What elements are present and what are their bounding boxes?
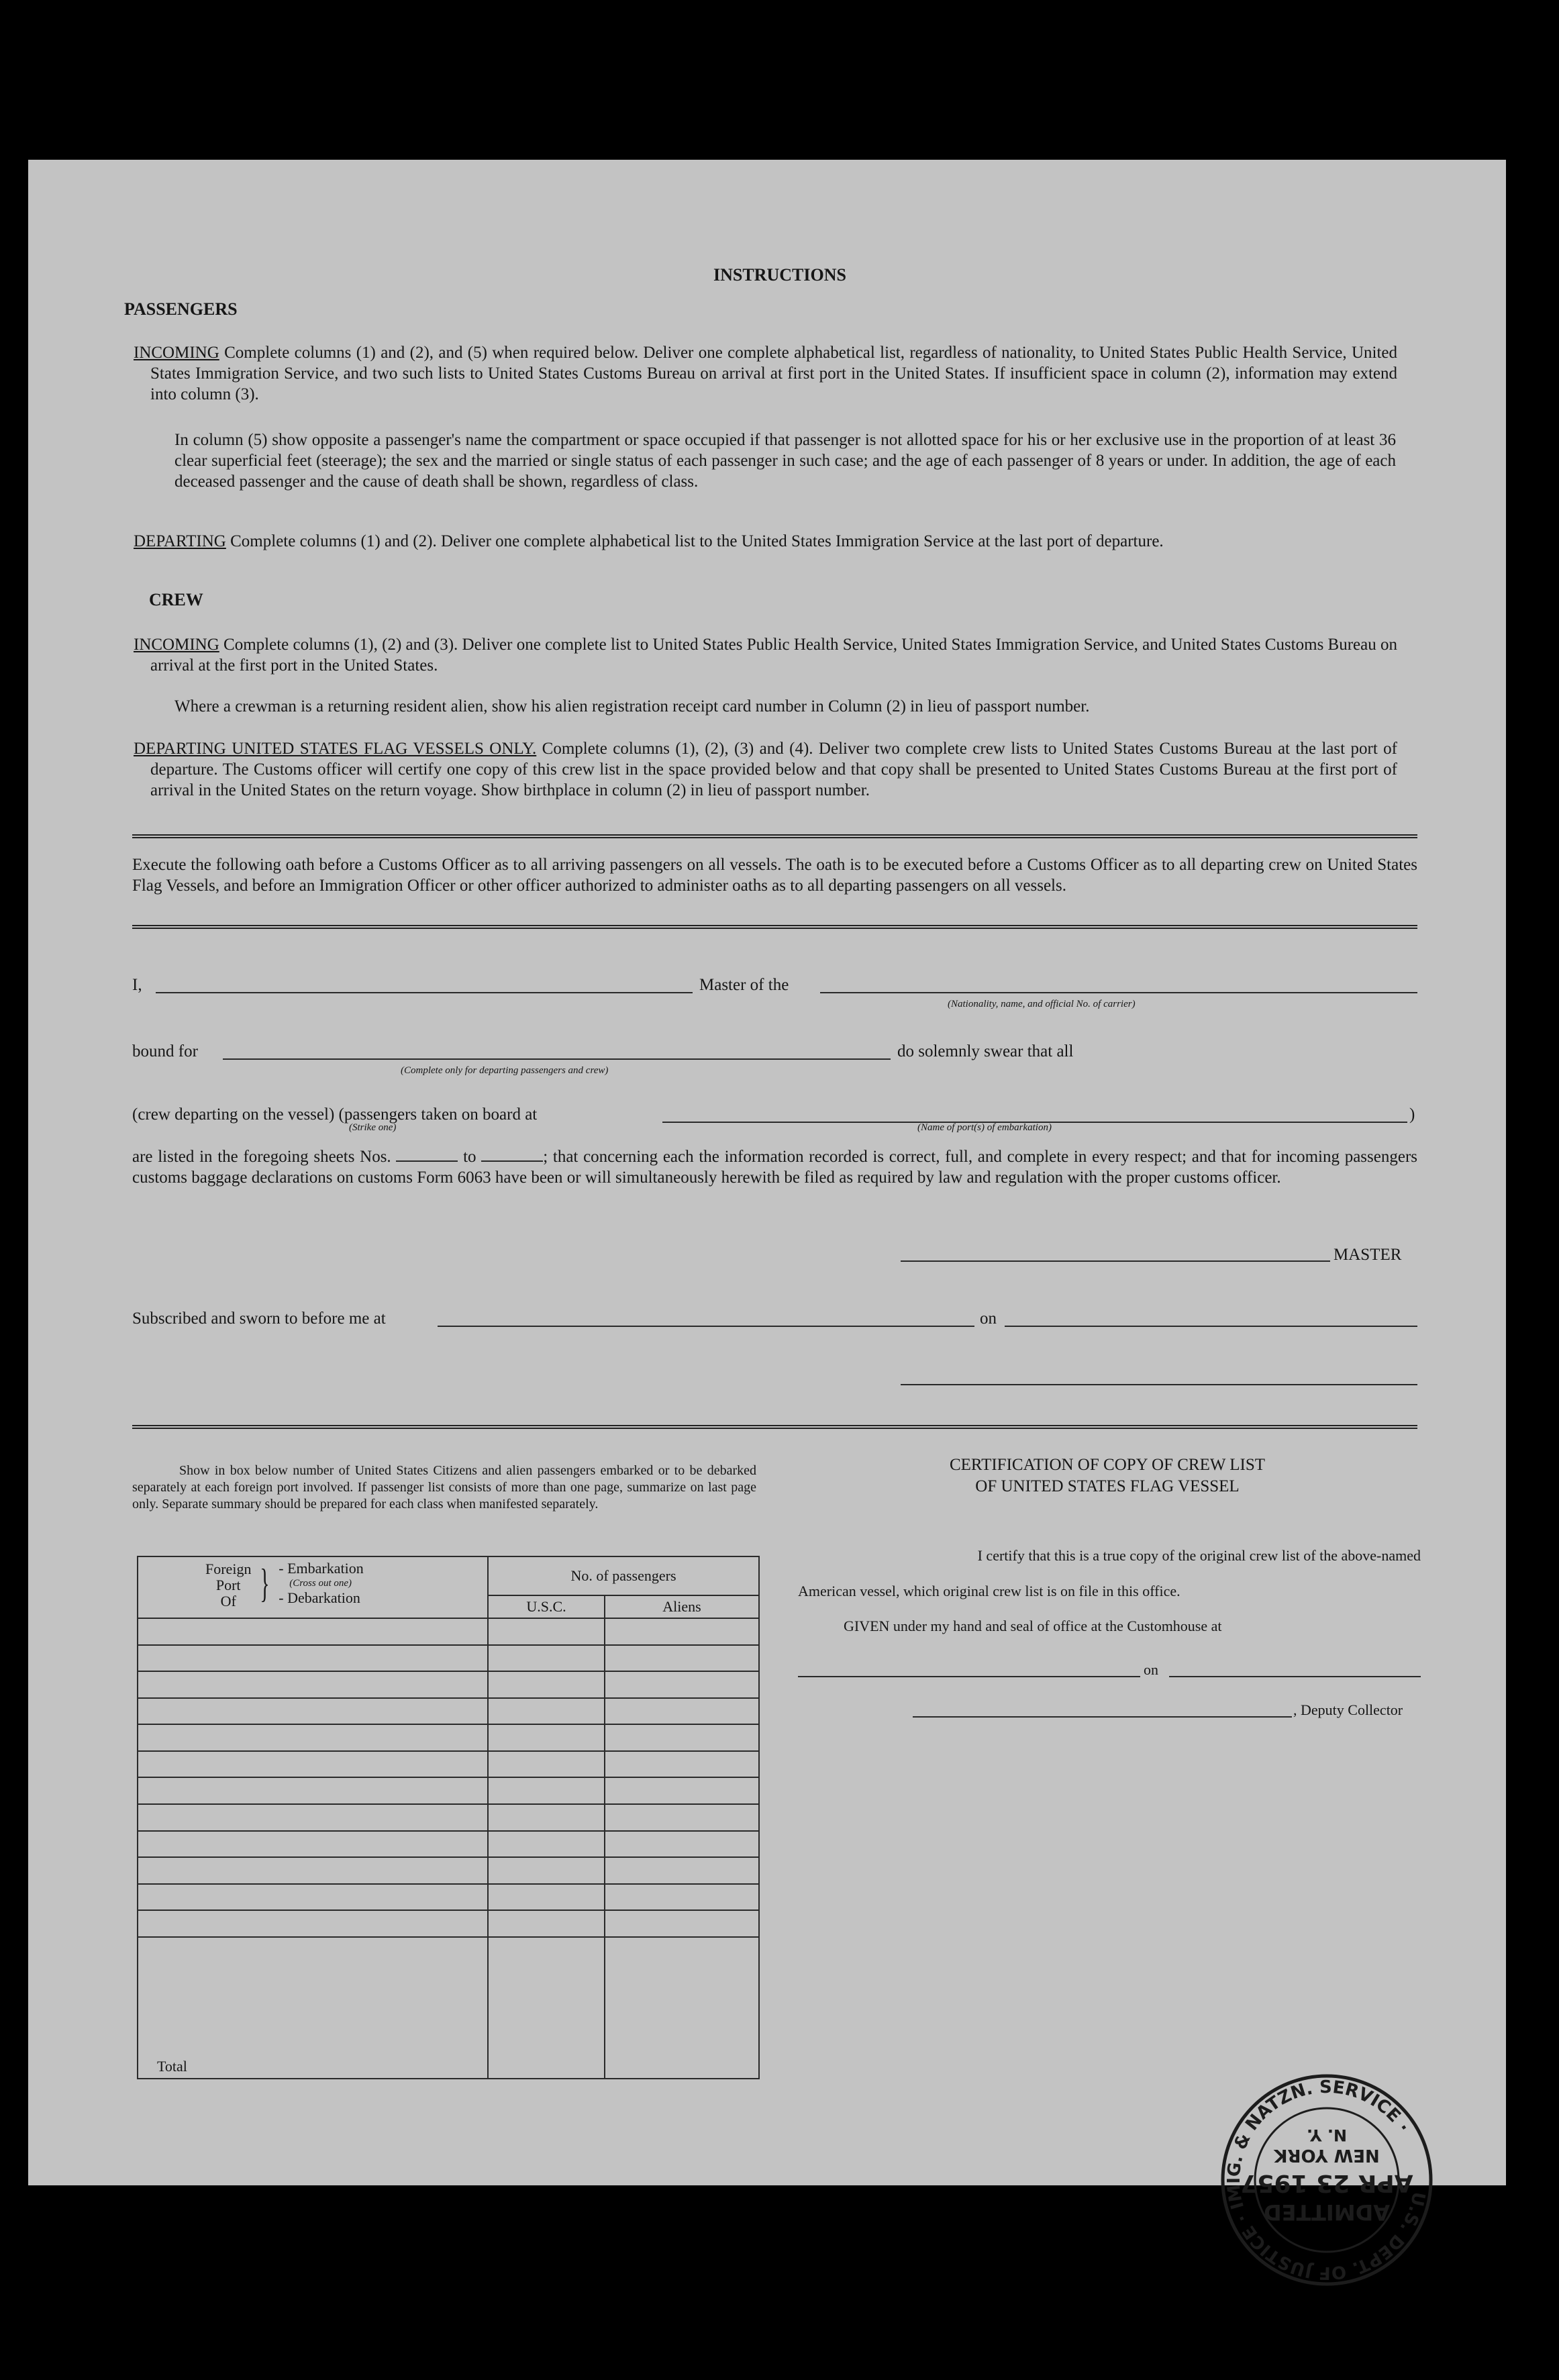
table-row [138,1777,759,1804]
customhouse-field[interactable] [798,1676,1140,1677]
crew-heading: CREW [149,590,203,609]
no-of-passengers-header: No. of passengers [488,1556,759,1595]
crew-departing-paragraph [134,738,1398,801]
table-row [138,1751,759,1778]
swear-text: do solemnly swear that all [897,1042,1074,1060]
master-name-field[interactable] [156,992,693,993]
deputy-collector-signature-field[interactable] [913,1716,1292,1718]
table-row [138,1857,759,1884]
table-row [138,1724,759,1751]
close-paren: ) [1409,1105,1415,1124]
bound-for-field[interactable] [223,1058,891,1060]
passengers-departing-text: Complete columns (1) and (2). Deliver one complete alphabetical list to the United States Immigration Service at the last port of departure. [230,532,1164,550]
table-row [138,1884,759,1911]
table-row [138,1910,759,1937]
port-note: (Name of port(s) of embarkation) [917,1122,1052,1133]
certification-date-field[interactable] [1169,1676,1421,1677]
certification-text-1: I certify that this is a true copy of the original crew list of the above-named [977,1547,1421,1564]
passengers-heading: PASSENGERS [124,299,238,319]
table-row [138,1671,759,1698]
passengers-incoming-label: INCOMING [134,344,219,362]
bound-for-note: (Complete only for departing passengers and crew) [401,1065,609,1076]
passenger-summary-table [137,1556,760,2079]
passengers-incoming-text: Complete columns (1) and (2), and (5) when required below. Deliver one complete alphabetical list, regardless of nationality, to United States Public Health Service, United States Immigration Service, and two such lists to United States Customs Bureau on arrival at first port in the United States. If insufficient space in column (2), information may extend into column (3). [150,344,1398,403]
svg-text:N. Y.: N. Y. [1306,2126,1348,2144]
crew-departing-text: Complete columns (1), (2), (3) and (4). Deliver two complete crew lists to United States Customs Bureau at the last port of departure. The Customs officer will certify one copy of this crew list in the space provided below and that copy shall be presented to United States Customs Bureau at the first port of arrival in the United States on the return voyage. Show birthplace in column (2) in lieu of passport number. [150,740,1398,799]
officer-signature-field[interactable] [901,1384,1417,1385]
bound-for-label: bound for [132,1042,198,1060]
svg-text:NEW YORK: NEW YORK [1274,2145,1380,2165]
divider [132,1425,1417,1429]
master-label: MASTER [1334,1246,1402,1264]
crew-incoming-label: INCOMING [134,636,219,654]
listed-to: to [463,1148,476,1166]
passengers-incoming-paragraph [134,342,1398,405]
svg-text:APR 23 1957: APR 23 1957 [1240,2169,1413,2197]
summary-intro: Show in box below number of United States Citizens and alien passengers embarked or to be debarked separately at each foreign port involved. If passenger list consists of more than one page, summarize on last page only. Separate summary should be prepared for each class when manifested separately. [132,1463,756,1511]
passengers-departing-label: DEPARTING [134,532,226,550]
master-signature-field[interactable] [901,1260,1330,1262]
certification-given: GIVEN under my hand and seal of office at the Customhouse at [844,1618,1222,1634]
cross-out-note: (Cross out one) [289,1578,352,1589]
total-row [138,1937,759,2079]
sheet-from-field[interactable] [396,1160,458,1162]
port-header-cell [138,1556,488,1618]
crew-incoming-text: Complete columns (1), (2) and (3). Deliver one complete list to United States Public Health Service, United States Immigration Service, and United States Customs Bureau on arrival at the first port in the United States. [150,636,1397,675]
table-row [138,1698,759,1725]
brace: } [260,1561,270,1605]
subscribed-label: Subscribed and sworn to before me at [132,1309,386,1328]
foreign-port-of: Foreign Port Of [205,1560,252,1609]
carrier-field-note: (Nationality, name, and official No. of carrier) [948,999,1136,1009]
listed-text-a: are listed in the foregoing sheets Nos. [132,1148,391,1166]
strike-one-note: (Strike one) [349,1122,397,1133]
table-row [138,1618,759,1645]
subscribed-place-field[interactable] [438,1326,974,1327]
aliens-header: Aliens [605,1595,759,1618]
svg-text:ADMITTED: ADMITTED [1264,2199,1390,2225]
sheet-to-field[interactable] [481,1160,543,1162]
certification-title: CERTIFICATION OF COPY OF CREW LIST OF UNITED STATES FLAG VESSEL [949,1456,1266,1495]
table-row [138,1645,759,1672]
admitted-stamp [1216,2069,1438,2291]
divider [132,834,1417,838]
passengers-column5-text: In column (5) show opposite a passenger's name the compartment or space occupied if that passenger is not allotted space for his or her exclusive use in the proportion of at least 36 clear superficial feet (steerage); the sex and the married or single status of each passenger in such case; and the age of each passenger of 8 years or under. In addition, the age of each deceased passenger and the cause of death shall be shown, regardless of class. [174,431,1396,491]
table-row [138,1831,759,1858]
passengers-column5-paragraph [174,430,1396,492]
master-of-label: Master of the [699,976,789,994]
certification-on: on [1144,1661,1158,1678]
crew-incoming-paragraph [134,634,1397,676]
stamp-graphic [1216,2069,1438,2291]
crew-passengers-option: (crew departing on the vessel) (passengers taken on board at [132,1105,538,1124]
oath-intro: Execute the following oath before a Customs Officer as to all arriving passengers on all vessels. The oath is to be executed before a Customs Officer as to all departing crew on United States Flag Vessels, and before an Immigration Officer or other officer authorized to administer oaths as to all departing passengers on all vessels. [132,856,1417,895]
carrier-field[interactable] [820,992,1417,993]
document-page [28,160,1506,2283]
embarkation-option: - Embarkation [279,1560,364,1577]
oath-i-label: I, [132,976,142,994]
debarkation-option: - Debarkation [279,1589,360,1606]
page-title: INSTRUCTIONS [713,265,846,285]
listed-text-b: ; that concerning each the information recorded is correct, full, and complete in every respect; and that for incoming passengers customs baggage declarations on customs Form 6063 have been or will simultaneously herewith be filed as required by law and regulation with the proper customs officer. [132,1148,1417,1187]
table-row [138,1804,759,1831]
passengers-departing-paragraph [134,531,1397,552]
crew-resident-text: Where a crewman is a returning resident alien, show his alien registration receipt card number in Column (2) in lieu of passport number. [174,697,1090,715]
crew-departing-label: DEPARTING UNITED STATES FLAG VESSELS ONLY. [134,740,537,758]
subscribed-on-label: on [980,1309,997,1328]
deputy-collector-label: , Deputy Collector [1293,1701,1403,1718]
certification-text-2: American vessel, which original crew list is on file in this office. [798,1583,1180,1599]
usc-header: U.S.C. [488,1595,605,1618]
oath-listed-paragraph [132,1146,1417,1188]
divider [132,925,1417,929]
svg-text:U.S. DEPT. OF JUSTICE · IMIG.: U.S. DEPT. OF JUSTICE · IMIG. & NATZN. SERVICE · [1223,2077,1429,2283]
total-label: Total [138,1937,488,2079]
subscribed-date-field[interactable] [1005,1326,1417,1327]
